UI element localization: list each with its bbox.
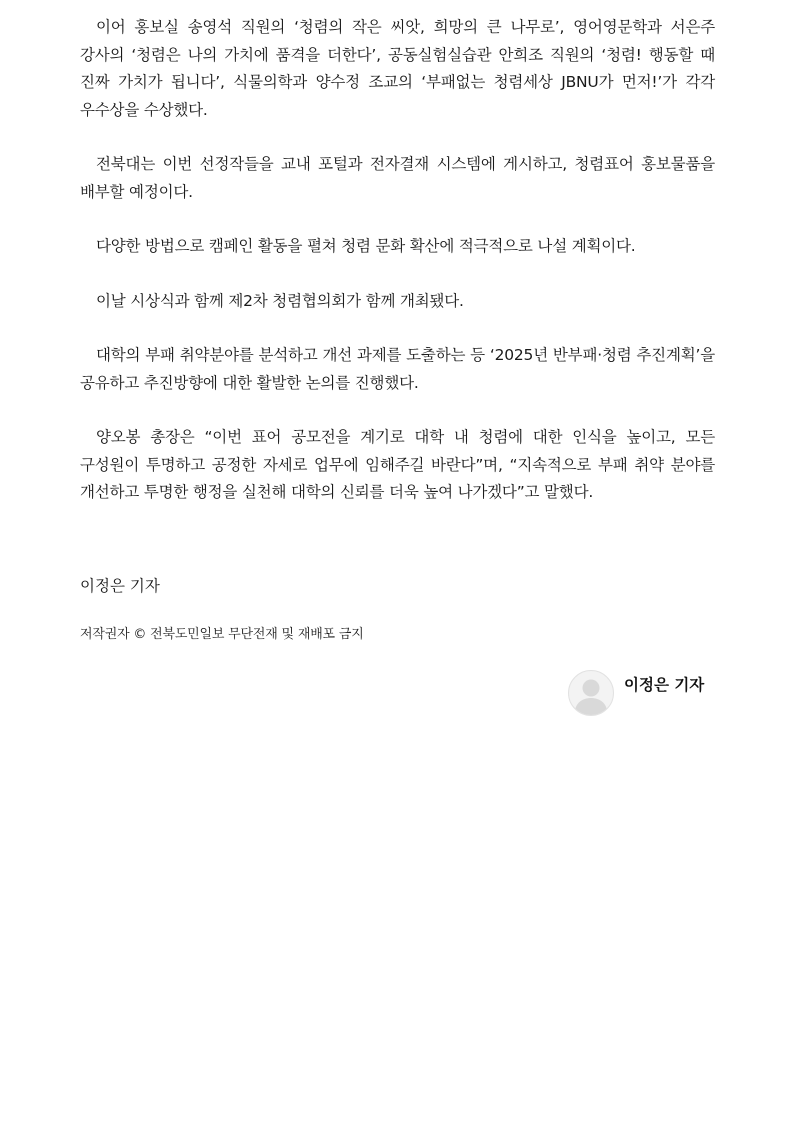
article-paragraph: 대학의 부패 취약분야를 분석하고 개선 과제를 도출하는 등 ‘2025년 반부패·청렴 추진계획’을 공유하고 추진방향에 대한 활발한 논의를 진행했다. — [80, 346, 715, 392]
article-paragraph: 양오봉 총장은 “이번 표어 공모전을 계기로 대학 내 청렴에 대한 인식을 높이고, 모든 구성원이 투명하고 공정한 자세로 업무에 임해주길 바란다”며, “지속적으로 부패 취약 분야를 개선하고 투명한 행정을 실천해 대학의 신뢰를 더욱 높여 나가겠다”고 말했다. — [80, 428, 715, 501]
reporter-name: 이정은 기자 — [80, 577, 160, 595]
copyright-notice: 저작권자 © 전북도민일보 무단전재 및 재배포 금지 — [80, 627, 364, 642]
article-paragraph: 이날 시상식과 함께 제2차 청렴협의회가 함께 개최됐다. — [96, 291, 464, 310]
user-avatar-icon[interactable] — [568, 670, 614, 716]
byline-reporter-name[interactable]: 이정은 기자 — [624, 676, 705, 694]
article-paragraph: 다양한 방법으로 캠페인 활동을 펼쳐 청렴 문화 확산에 적극적으로 나설 계획이다. — [96, 237, 636, 255]
article-paragraph: 이어 홍보실 송영석 직원의 ‘청렴의 작은 씨앗, 희망의 큰 나무로’, 영어영문학과 서은주 강사의 ‘청렴은 나의 가치에 품격을 더한다’, 공동실험실습관 안희조 직원의 ‘청렴! 행동할 때 진짜 가치가 됩니다’, 식물의학과 양수정 조교의 ‘부패없는 청렴세상 JBNU가 먼저!’가 각각 우수상을 수상했다. — [80, 18, 715, 119]
reporter-byline-card[interactable] — [568, 668, 718, 718]
article-paragraph: 전북대는 이번 선정작들을 교내 포털과 전자결재 시스템에 게시하고, 청렴표어 홍보물품을 배부할 예정이다. — [80, 155, 715, 201]
article-body — [80, 14, 715, 534]
